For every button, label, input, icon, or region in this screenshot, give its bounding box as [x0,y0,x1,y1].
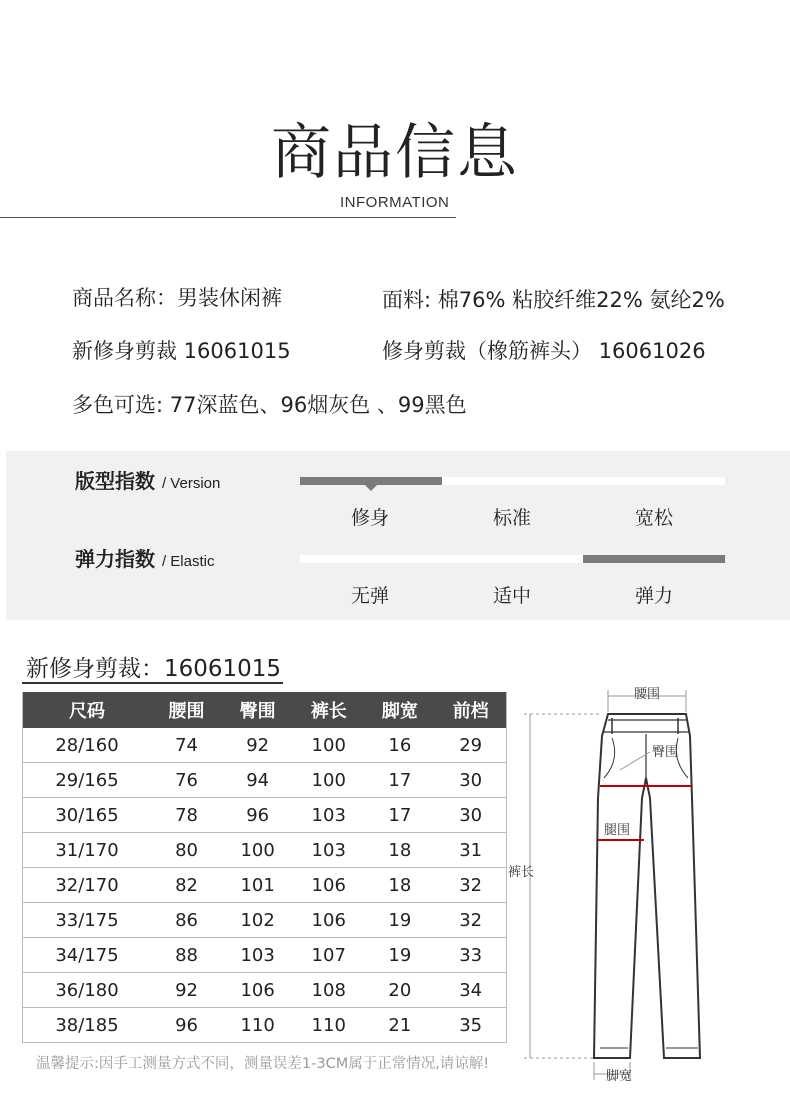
table-row [23,938,507,973]
table-cell-hem: 18 [364,833,435,868]
table-cell-length: 103 [293,798,364,833]
table-cell-rise: 30 [435,763,506,798]
hip-label: 臀围 [652,745,679,760]
table-row [23,1008,507,1043]
version-option-slim: 修身 [350,507,389,529]
elastic-option-stretch: 弹力 [634,585,673,607]
table-cell-rise: 33 [435,938,506,973]
table-cell-length: 106 [293,868,364,903]
version-index-marker [365,485,377,491]
table-cell-length: 100 [293,763,364,798]
table-cell-size: 29/165 [23,763,152,798]
table-cell-waist: 88 [151,938,222,973]
table-cell-waist: 76 [151,763,222,798]
table-cell-hem: 16 [364,728,435,763]
table-cell-rise: 31 [435,833,506,868]
table-cell-waist: 80 [151,833,222,868]
table-row [23,798,507,833]
table-cell-hip: 100 [222,833,293,868]
style-code-a: 新修身剪裁 16061015 [72,339,291,363]
size-table [22,692,507,1043]
page-title: 商品信息 [271,118,519,188]
elastic-index-track [300,555,725,563]
table-cell-hem: 21 [364,1008,435,1043]
color-options: 多色可选: 77深蓝色、96烟灰色 、99黑色 [72,393,467,417]
version-option-loose: 宽松 [634,507,673,529]
table-cell-hip: 92 [222,728,293,763]
table-cell-rise: 29 [435,728,506,763]
size-table-header-row [23,692,507,728]
table-cell-waist: 86 [151,903,222,938]
table-cell-waist: 78 [151,798,222,833]
table-row [23,833,507,868]
version-option-standard: 标准 [492,507,531,529]
table-cell-size: 33/175 [23,903,152,938]
table-cell-hip: 94 [222,763,293,798]
table-cell-size: 31/170 [23,833,152,868]
table-cell-length: 110 [293,1008,364,1043]
hem-label: 脚宽 [606,1069,633,1084]
table-row [23,868,507,903]
table-cell-waist: 92 [151,973,222,1008]
table-cell-length: 100 [293,728,364,763]
table-cell-size: 36/180 [23,973,152,1008]
column-header-size: 尺码 [23,692,152,728]
table-cell-hip: 106 [222,973,293,1008]
table-cell-rise: 34 [435,973,506,1008]
elastic-index-label [75,543,214,572]
version-index-label [75,465,220,494]
table-cell-hip: 101 [222,868,293,903]
page-subtitle: INFORMATION [340,194,450,211]
elastic-option-none: 无弹 [350,585,389,607]
version-index-track [300,477,725,485]
elastic-option-medium: 适中 [492,585,531,607]
table-cell-size: 34/175 [23,938,152,973]
table-cell-length: 103 [293,833,364,868]
product-fabric: 面料: 棉76% 粘胶纤维22% 氨纶2% [382,288,725,312]
elastic-index-title: 弹力指数 [75,547,155,571]
header-divider [0,217,456,218]
table-cell-hip: 103 [222,938,293,973]
table-cell-hem: 19 [364,903,435,938]
table-cell-size: 38/185 [23,1008,152,1043]
table-cell-hem: 18 [364,868,435,903]
table-cell-hip: 96 [222,798,293,833]
table-cell-hem: 20 [364,973,435,1008]
table-cell-length: 106 [293,903,364,938]
table-cell-length: 107 [293,938,364,973]
version-index-title-en: / Version [161,475,221,492]
size-table-title-underline [22,682,283,684]
column-header-waist: 腰围 [151,692,222,728]
table-cell-waist: 74 [151,728,222,763]
table-cell-length: 108 [293,973,364,1008]
table-cell-size: 30/165 [23,798,152,833]
table-cell-hem: 17 [364,763,435,798]
column-header-hem: 脚宽 [364,692,435,728]
column-header-hip: 臀围 [222,692,293,728]
table-cell-rise: 35 [435,1008,506,1043]
table-cell-hip: 102 [222,903,293,938]
table-cell-rise: 30 [435,798,506,833]
table-cell-hem: 17 [364,798,435,833]
table-cell-size: 28/160 [23,728,152,763]
measurement-note: 温馨提示:因手工测量方式不同，测量误差1-3CM属于正常情况,请谅解! [36,1056,490,1072]
product-name: 商品名称：男装休闲裤 [72,286,282,310]
column-header-rise: 前档 [435,692,506,728]
table-row [23,973,507,1008]
table-cell-hip: 110 [222,1008,293,1043]
elastic-index-title-en: / Elastic [161,553,215,570]
style-code-b: 修身剪裁（橡筋裤头） 16061026 [382,339,706,363]
version-index-title: 版型指数 [75,469,155,493]
table-row [23,903,507,938]
table-cell-waist: 82 [151,868,222,903]
column-header-length: 裤长 [293,692,364,728]
version-index-fill [300,477,442,485]
table-cell-hem: 19 [364,938,435,973]
length-label: 裤长 [508,865,535,880]
table-row [23,763,507,798]
table-cell-rise: 32 [435,903,506,938]
size-table-title: 新修身剪裁：16061015 [26,656,282,682]
table-cell-rise: 32 [435,868,506,903]
table-row [23,728,507,763]
pants-outline [594,714,700,1058]
waist-label: 腰围 [634,687,661,702]
thigh-label: 腿围 [604,823,631,838]
elastic-index-fill [583,555,725,563]
pants-measurement-diagram [500,678,750,1088]
table-cell-waist: 96 [151,1008,222,1043]
table-cell-size: 32/170 [23,868,152,903]
